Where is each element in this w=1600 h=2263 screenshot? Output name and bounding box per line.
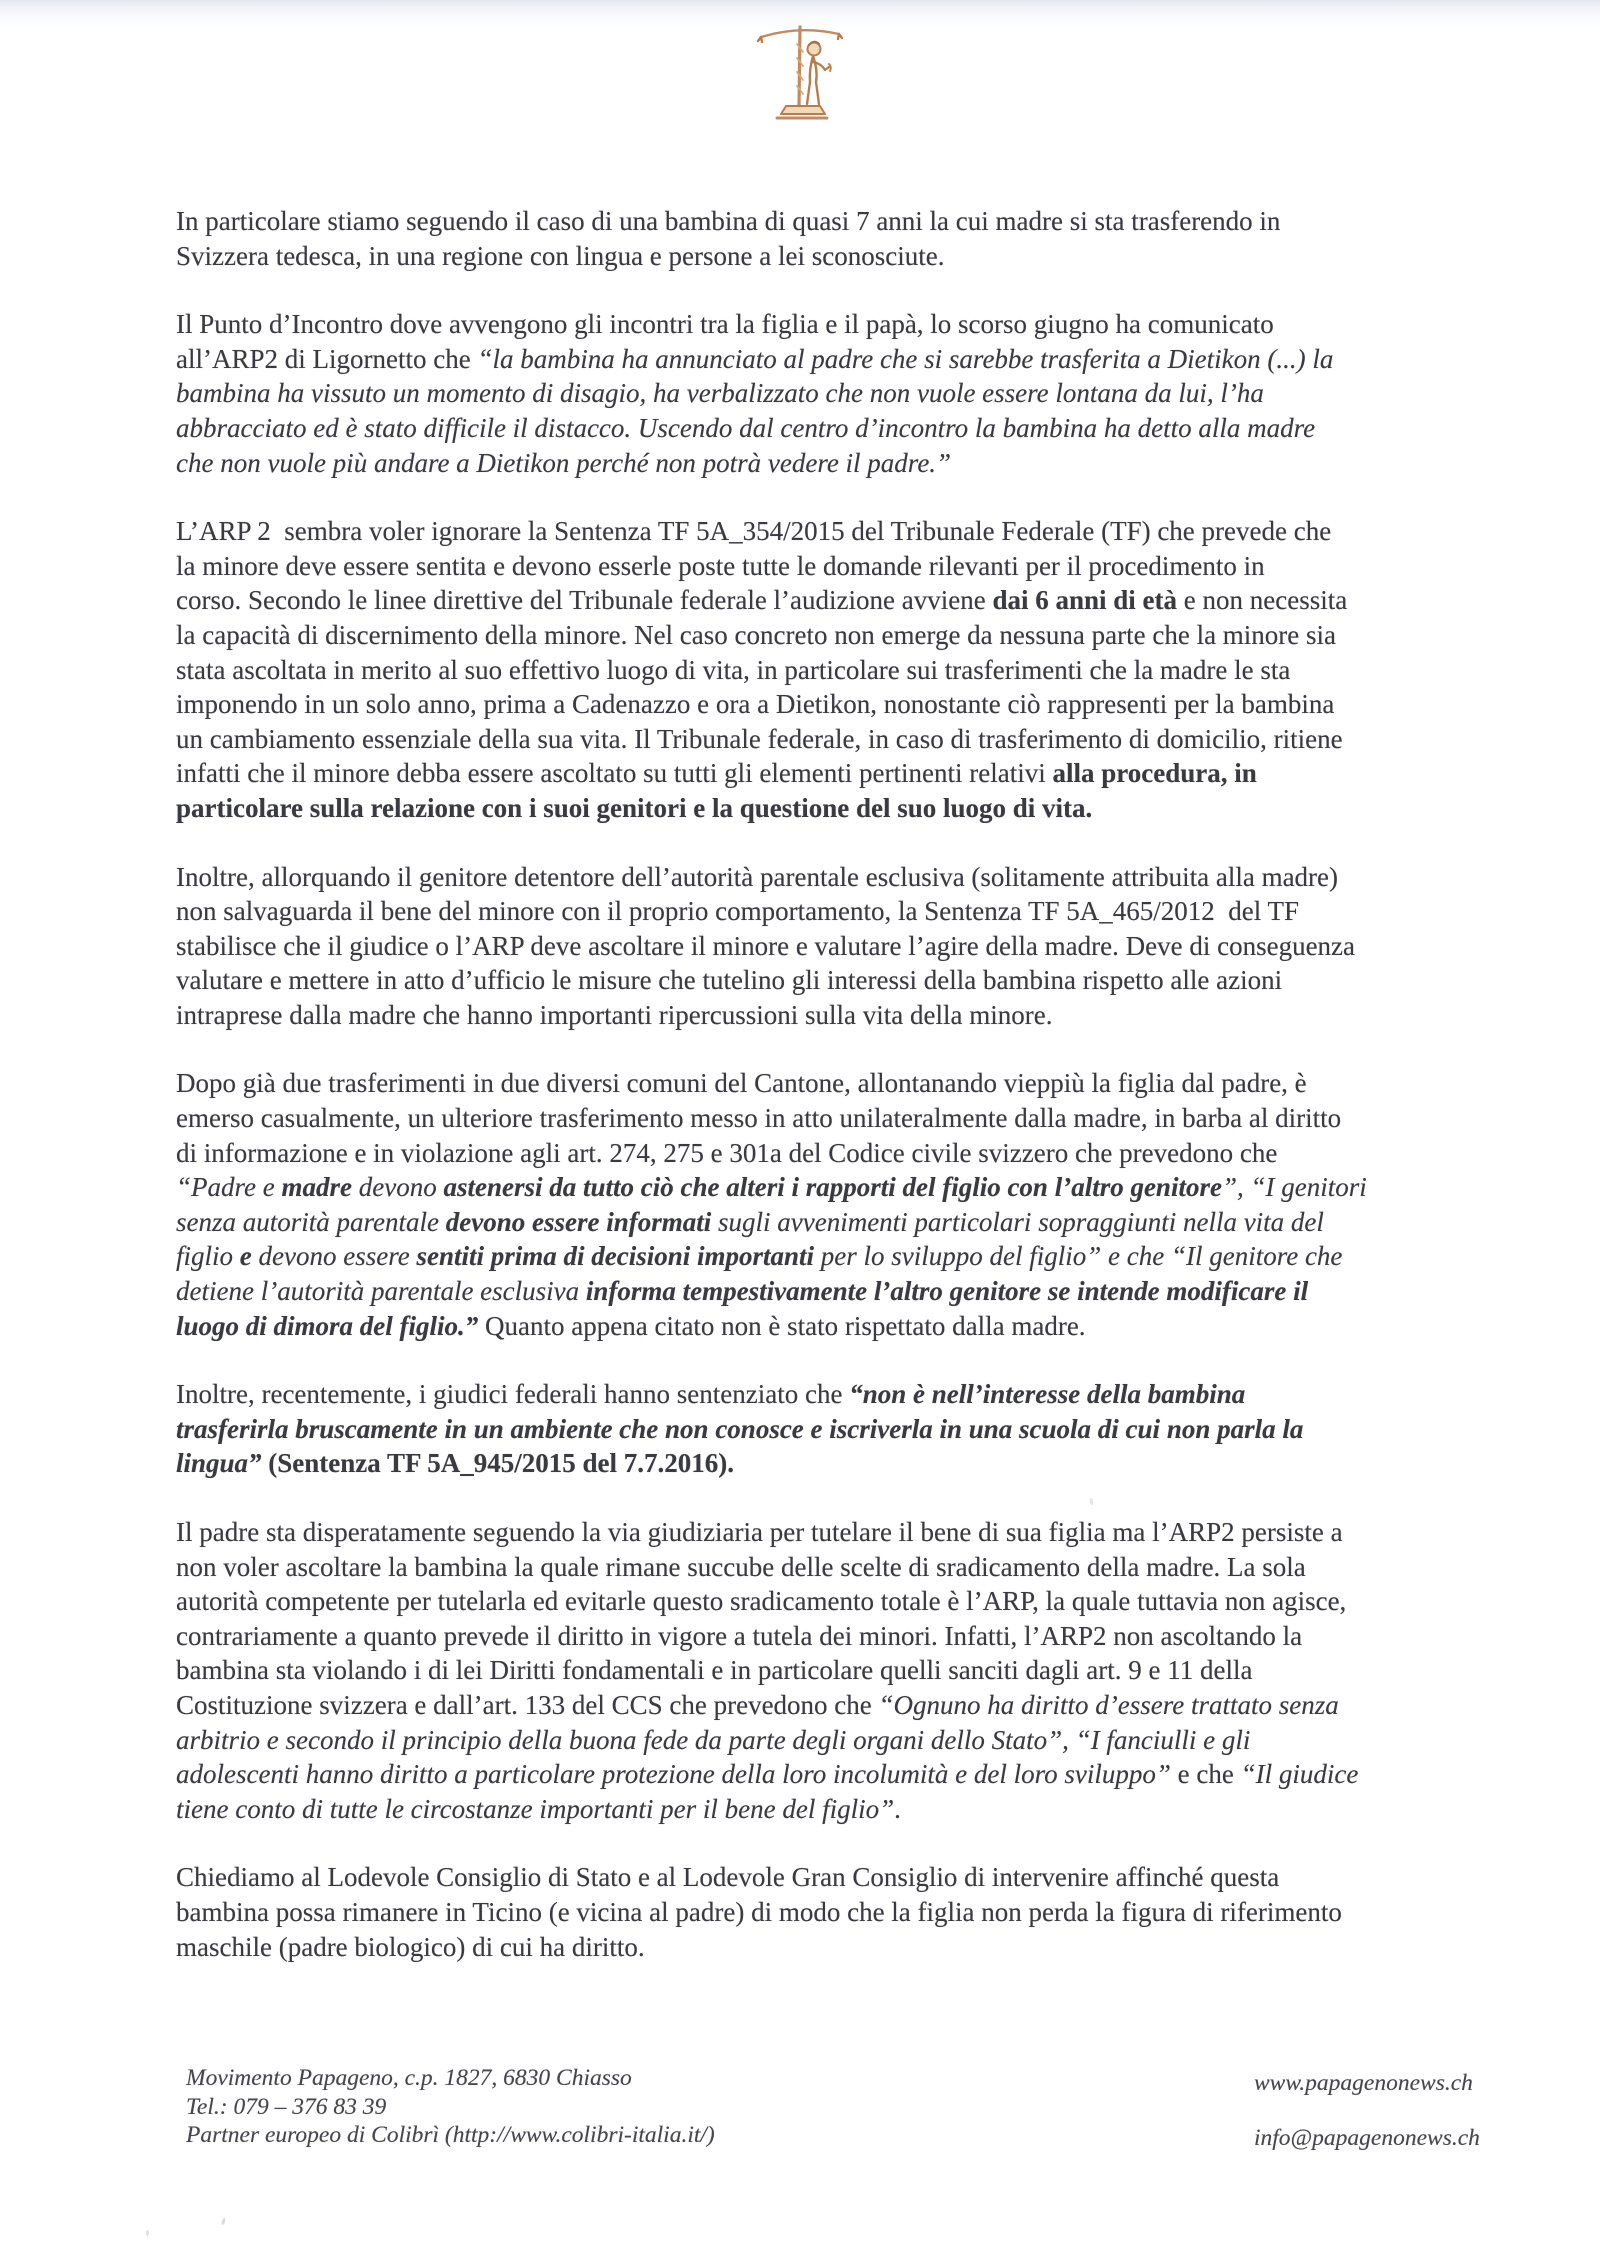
footer-contact-block xyxy=(186,2064,715,2150)
text-line: non voler ascoltare la bambina la quale rimane succube delle scelte di sradicamento della madre. La sola xyxy=(176,1551,1306,1582)
text-line: arbitrio e secondo il principio della buona fede da parte degli organi dello Stato”, “I fanciulli e gli xyxy=(176,1724,1251,1755)
text-line: di informazione e in violazione agli art. 274, 275 e 301a del Codice civile svizzero che prevedono che xyxy=(176,1137,1278,1168)
text-line: Il Punto d’Incontro dove avvengono gli incontri tra la figlia e il papà, lo scorso giugno ha comunicato xyxy=(176,309,1274,340)
text-line: bambina sta violando i di lei Diritti fondamentali e in particolare quelli sanciti dagli art. 9 e 11 della xyxy=(176,1655,1253,1686)
text-line: stata ascoltata in merito al suo effettivo luogo di vita, in particolare sui trasferimenti che la madre le sta xyxy=(176,654,1291,685)
papageno-logo xyxy=(754,12,846,130)
footer-line: Tel.: 079 – 376 83 39 xyxy=(186,2093,387,2120)
text-line: L’ARP 2 sembra voler ignorare la Sentenza TF 5A_354/2015 del Tribunale Federale (TF) che prevede che xyxy=(176,516,1332,547)
text-line: corso. Secondo le linee direttive del Tribunale federale l’audizione avviene dai 6 anni di età e non necessita xyxy=(176,585,1348,616)
text-line: emerso casualmente, un ulteriore trasferimento messo in atto unilateralmente dalla madre, in barba al diritto xyxy=(176,1103,1342,1134)
text-line: stabilisce che il giudice o l’ARP deve ascoltare il minore e valutare l’agire della madre. Deve di conseguenza xyxy=(176,930,1356,961)
text-line: In particolare stiamo seguendo il caso di una bambina di quasi 7 anni la cui madre si sta trasferendo in xyxy=(176,206,1281,236)
text-line: imponendo in un solo anno, prima a Cadenazzo e ora a Dietikon, nonostante ciò rappresenti per la bambina xyxy=(176,689,1335,720)
paragraph xyxy=(176,204,1456,273)
letter-body xyxy=(176,204,1456,1998)
text-line: Svizzera tedesca, in una regione con lingua e persone a lei sconosciute. xyxy=(176,240,945,271)
text-line: luogo di dimora del figlio.” Quanto appena citato non è stato rispettato dalla madre. xyxy=(176,1310,1086,1341)
text-line: detiene l’autorità parentale esclusiva informa tempestivamente l’altro genitore se intende modificare il xyxy=(176,1276,1309,1307)
paragraph xyxy=(176,1860,1456,1964)
paragraph xyxy=(176,1377,1456,1481)
text-line: Dopo già due trasferimenti in due diversi comuni del Cantone, allontanando vieppiù la figlia dal padre, è xyxy=(176,1068,1307,1099)
text-line: bambina possa rimanere in Ticino (e vicina al padre) di modo che la figlia non perda la figura di riferimento xyxy=(176,1896,1342,1927)
scan-speck xyxy=(221,2218,226,2226)
text-line: contrariamente a quanto prevede il diritto in vigore a tutela dei minori. Infatti, l’ARP2 non ascoltando la xyxy=(176,1620,1303,1651)
text-line: Chiediamo al Lodevole Consiglio di Stato e al Lodevole Gran Consiglio di intervenire affinché questa xyxy=(176,1862,1280,1893)
footer-line: Movimento Papageno, c.p. 1827, 6830 Chiasso xyxy=(186,2065,632,2091)
text-line: figlio e devono essere sentiti prima di decisioni importanti per lo sviluppo del figlio” e che “Il genitore che xyxy=(176,1241,1343,1272)
text-line: adolescenti hanno diritto a particolare protezione della loro incolumità e del loro sviluppo” e che “Il giudice xyxy=(176,1759,1359,1790)
text-line: infatti che il minore debba essere ascoltato su tutti gli elementi pertinenti relativi alla procedura, in xyxy=(176,758,1257,789)
text-line: particolare sulla relazione con i suoi genitori e la questione del suo luogo di vita. xyxy=(176,792,1093,823)
text-line: abbracciato ed è stato difficile il distacco. Uscendo dal centro d’incontro la bambina ha detto alla madre xyxy=(176,412,1316,443)
text-line: Inoltre, recentemente, i giudici federali hanno sentenziato che “non è nell’interesse della bambina xyxy=(176,1379,1246,1410)
text-line: Inoltre, allorquando il genitore detentore dell’autorità parentale esclusiva (solitamente attribuita alla madre) xyxy=(176,861,1339,892)
footer-line: info@papagenonews.ch xyxy=(1254,2125,1480,2151)
papageno-figurine-icon xyxy=(754,12,846,130)
text-line: Costituzione svizzera e dall’art. 133 del CCS che prevedono che “Ognuno ha diritto d’essere trattato senza xyxy=(176,1689,1339,1720)
footer-line: www.papagenonews.ch xyxy=(1254,2070,1473,2096)
text-line: all’ARP2 di Ligornetto che “la bambina ha annunciato al padre che si sarebbe trasferita a Dietikon (...) la xyxy=(176,343,1334,374)
paragraph xyxy=(176,307,1456,480)
text-line: un cambiamento essenziale della sua vita. Il Tribunale federale, in caso di trasferimento di domicilio, ritiene xyxy=(176,723,1343,754)
text-line: la minore deve essere sentita e devono esserle poste tutte le domande rilevanti per il procedimento in xyxy=(176,550,1265,581)
text-line: senza autorità parentale devono essere informati sugli avvenimenti particolari sopraggiunti nella vita del xyxy=(176,1206,1324,1237)
text-line: maschile (padre biologico) di cui ha diritto. xyxy=(176,1931,645,1962)
footer-line: Partner europeo di Colibrì (http://www.colibri-italia.it/) xyxy=(186,2122,715,2148)
text-line: la capacità di discernimento della minore. Nel caso concreto non emerge da nessuna parte che la minore sia xyxy=(176,619,1337,650)
paragraph xyxy=(176,514,1456,825)
paragraph xyxy=(176,1066,1456,1343)
text-line: autorità competente per tutelarla ed evitarle questo sradicamento totale è l’ARP, la quale tuttavia non agisce, xyxy=(176,1586,1347,1617)
paragraph xyxy=(176,1515,1456,1826)
text-line: che non vuole più andare a Dietikon perché non potrà vedere il padre.” xyxy=(176,447,952,478)
text-line: intraprese dalla madre che hanno importanti ripercussioni sulla vita della minore. xyxy=(176,999,1053,1030)
text-line: “Padre e madre devono astenersi da tutto ciò che alteri i rapporti del figlio con l’altro genitore”, “I genitori xyxy=(176,1172,1367,1203)
footer-web-contact-block xyxy=(1254,2056,1480,2166)
text-line: valutare e mettere in atto d’ufficio le misure che tutelino gli interessi della bambina rispetto alle azioni xyxy=(176,965,1283,996)
text-line: bambina ha vissuto un momento di disagio, ha verbalizzato che non vuole essere lontana da lui, l’ha xyxy=(176,378,1264,409)
text-line: non salvaguarda il bene del minore con il proprio comportamento, la Sentenza TF 5A_465/2012 del TF xyxy=(176,896,1300,927)
text-line: trasferirla bruscamente in un ambiente che non conosce e iscriverla in una scuola di cui non parla la xyxy=(176,1413,1304,1444)
text-line: Il padre sta disperatamente seguendo la via giudiziaria per tutelare il bene di sua figlia ma l’ARP2 persiste a xyxy=(176,1517,1343,1547)
text-line: lingua” (Sentenza TF 5A_945/2015 del 7.7.2016). xyxy=(176,1448,735,1479)
scan-speck xyxy=(146,2230,149,2236)
text-line: tiene conto di tutte le circostanze importanti per il bene del figlio”. xyxy=(176,1793,901,1824)
paragraph xyxy=(176,860,1456,1033)
